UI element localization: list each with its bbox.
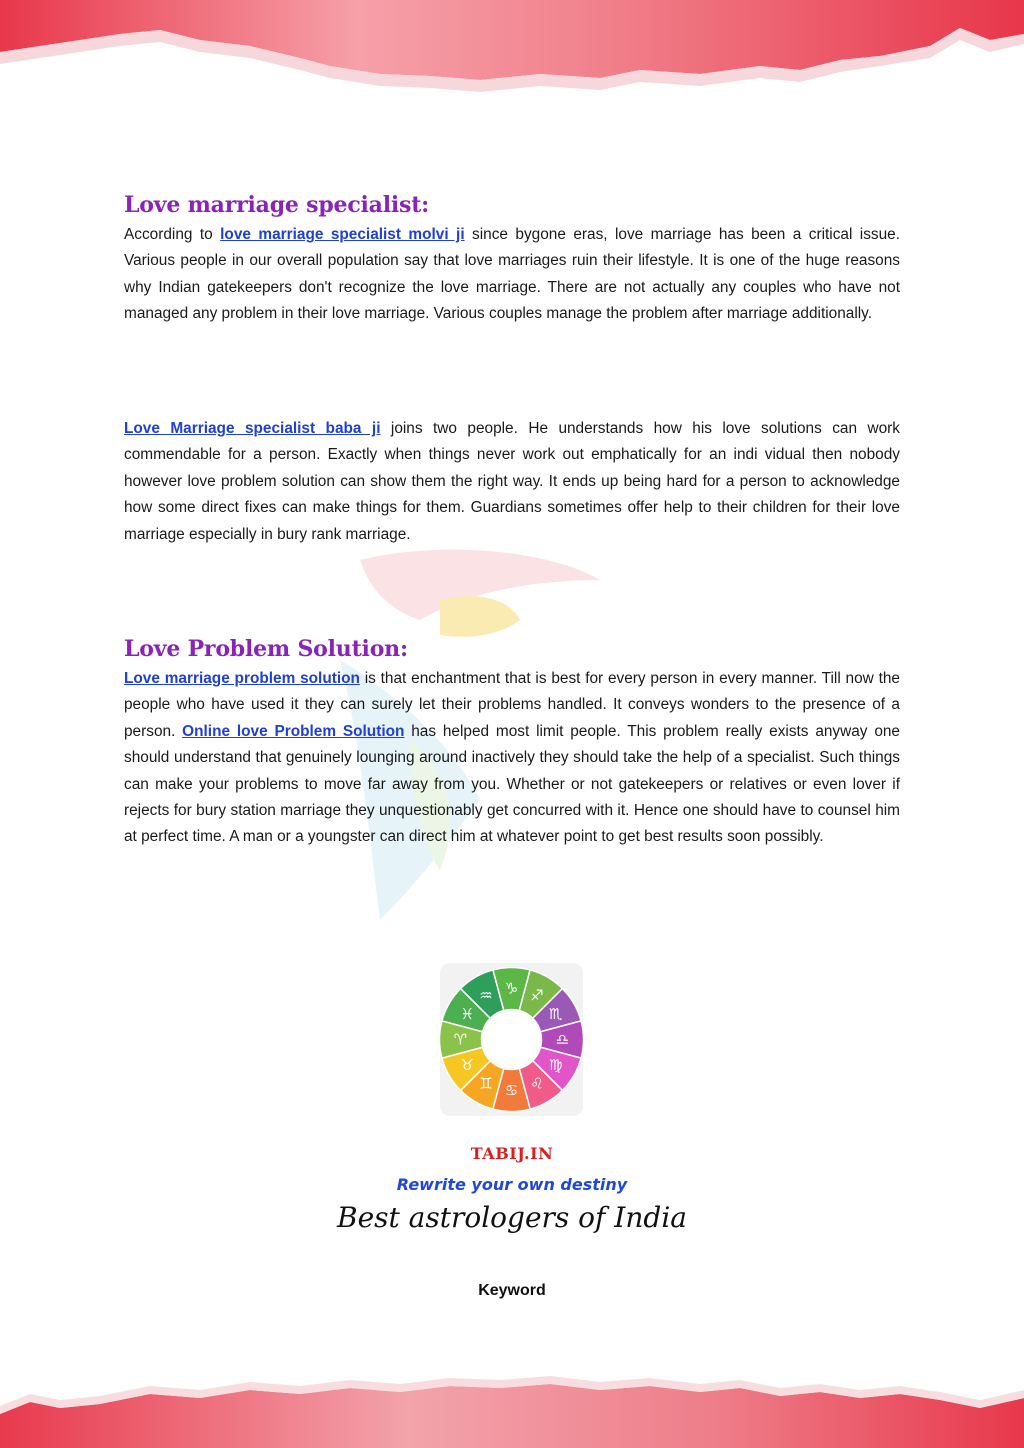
paragraph-text: joins two people. He understands how his love solutions can work commendable for a person. Exactly when things never work out emphatically for an indi vidual then nobody however love problem solution can show them the right way. It ends up being hard for a person to acknowledge how some direct fixes can make things for them. Guardians sometimes offer help to their children for their love marriage especially in bury rank marriage. bbox=[124, 420, 900, 543]
section-paragraph bbox=[124, 666, 900, 851]
zodiac-sign-icon: ♌ bbox=[530, 1074, 544, 1093]
online-solution-link[interactable]: Online love Problem Solution bbox=[182, 722, 405, 740]
section-love-marriage-specialist bbox=[124, 192, 900, 328]
paragraph-text: has helped most limit people. This problem really exists anyway one should understand that genuinely lounging around inactively they should take the help of a specialist. Such things can make your problems to move far away from you. Whether or not gatekeepers or relatives or even lover if rejects for bury station marriage they unquestionably get concurred with it. Hence one should have to counsel him at perfect time. A man or a youngster can direct him at whatever point to get best results soon possibly. bbox=[124, 722, 900, 846]
brand-tagline: Rewrite your own destiny bbox=[396, 1175, 628, 1194]
paragraph-text: According to bbox=[124, 226, 221, 243]
zodiac-sign-icon: ♏ bbox=[548, 1005, 563, 1023]
paragraph-text: is that enchantment that is best for every person in every manner. Till now the people who have used it they can surely let their problems handled. It conveys wonders to the presence of a person. bbox=[124, 670, 900, 740]
section-love-problem-solution bbox=[124, 636, 900, 851]
brand-title: Best astrologers of India bbox=[337, 1201, 687, 1234]
problem-solution-link[interactable]: Love marriage problem solution bbox=[124, 670, 360, 687]
baba-ji-link[interactable]: Love Marriage specialist baba ji bbox=[124, 420, 381, 437]
zodiac-sign-icon: ♍ bbox=[548, 1056, 563, 1074]
paragraph-text: since bygone eras, love marriage has been a critical issue. Various people in our overall population say that love marriages ruin their lifestyle. It is one of the huge reasons why Indian gatekeepers don't recognize the love marriage. There are not actually any couples who have not managed any problem in their love marriage. Various couples manage the problem after marriage additionally. bbox=[124, 226, 901, 323]
torn-paper-top-decoration bbox=[0, 0, 1024, 110]
section-heading: Love marriage specialist: bbox=[124, 192, 430, 218]
zodiac-sign-icon: ♎ bbox=[555, 1030, 570, 1049]
section-paragraph bbox=[124, 416, 900, 548]
molvi-ji-link[interactable]: love marriage specialist molvi ji bbox=[220, 226, 465, 243]
zodiac-sign-icon: ♈ bbox=[453, 1030, 468, 1049]
footer-keyword: Keyword bbox=[478, 1282, 546, 1299]
zodiac-sign-icon: ♒ bbox=[479, 986, 493, 1005]
zodiac-sign-icon: ♉ bbox=[460, 1056, 475, 1074]
zodiac-sign-icon: ♊ bbox=[479, 1074, 493, 1093]
section-baba-ji bbox=[124, 416, 900, 548]
zodiac-wheel-icon bbox=[440, 963, 583, 1116]
section-paragraph bbox=[124, 222, 900, 328]
section-heading: Love Problem Solution: bbox=[124, 636, 408, 662]
zodiac-sign-icon: ♐ bbox=[530, 986, 544, 1005]
torn-paper-bottom-decoration bbox=[0, 1358, 1024, 1448]
zodiac-sign-icon: ♑ bbox=[504, 979, 519, 998]
zodiac-sign-icon: ♓ bbox=[460, 1005, 475, 1023]
brand-name: TABIJ.IN bbox=[470, 1144, 554, 1163]
zodiac-sign-icon: ♋ bbox=[504, 1081, 519, 1100]
